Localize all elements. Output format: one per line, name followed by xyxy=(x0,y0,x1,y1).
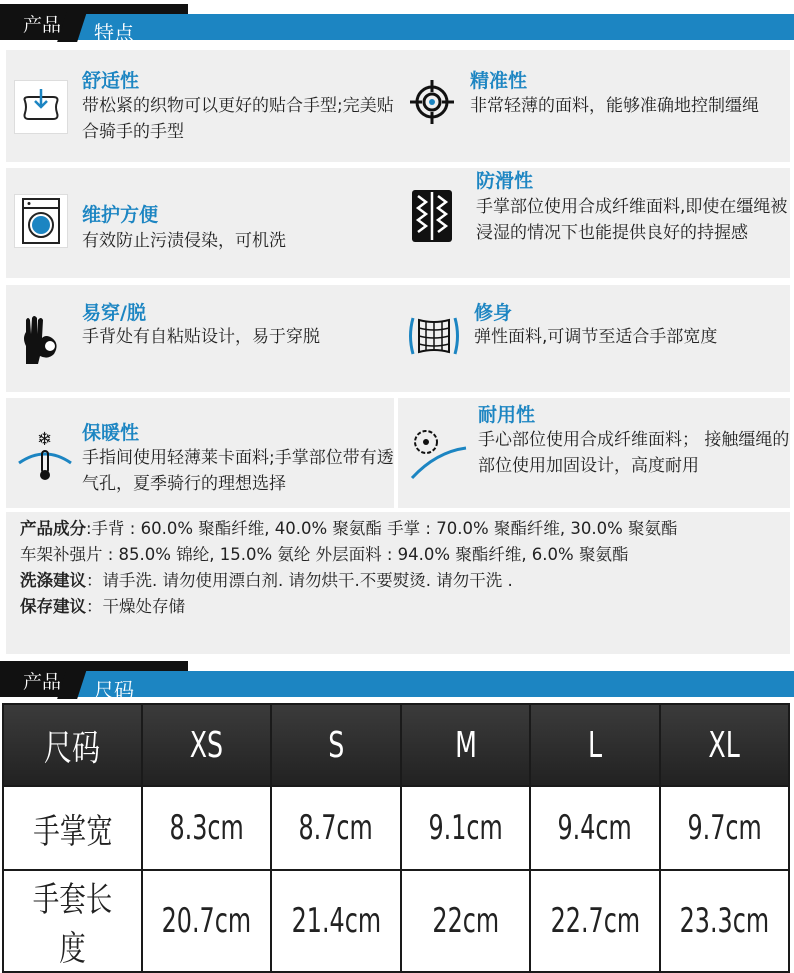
feature-title: 修身 xyxy=(474,302,513,324)
header-cell: S xyxy=(271,704,400,786)
header-label-features: 特点 xyxy=(94,21,134,45)
storage-text: ：干燥处存储 xyxy=(86,597,185,616)
stretch-fabric-icon xyxy=(404,310,464,362)
header-cell: 尺码 xyxy=(3,704,142,786)
header-cell: XL xyxy=(660,704,789,786)
table-cell: 9.7cm xyxy=(660,786,789,870)
feature-text: 手背处有自粘贴设计，易于穿脱 xyxy=(82,327,320,347)
feature-title: 保暖性 xyxy=(82,422,140,444)
size-table-header-row xyxy=(3,704,789,786)
feature-title: 防滑性 xyxy=(476,170,534,192)
composition-text-1: :手背 : 60.0% 聚酯纤维, 40.0% 聚氨酯 手掌 : 70.0% 聚酯纤维, 30.0% 聚氨酯 xyxy=(86,519,678,538)
header-dark-strip xyxy=(70,661,188,671)
composition-block xyxy=(20,516,790,620)
table-cell: 22.7cm xyxy=(530,870,659,972)
table-cell: 8.3cm xyxy=(142,786,271,870)
composition-line2: 车架补强片 : 85.0% 锦纶, 15.0% 氨纶 外层面料 : 94.0% 聚酯纤维, 6.0% 聚氨酯 xyxy=(20,545,629,564)
table-row-glove-length xyxy=(3,870,789,972)
feature-title: 易穿/脱 xyxy=(82,302,146,324)
table-cell: 20.7cm xyxy=(142,870,271,972)
svg-text:❄: ❄ xyxy=(37,429,53,450)
header-cell: XS xyxy=(142,704,271,786)
feature-text: 弹性面料,可调节至适合手部宽度 xyxy=(474,327,718,347)
row-label-cell: 手套长度 xyxy=(3,870,142,972)
size-table xyxy=(2,703,790,973)
tire-tread-icon xyxy=(406,190,458,242)
feature-text: 非常轻薄的面料，能够准确地控制缰绳 xyxy=(470,96,759,116)
table-cell: 9.1cm xyxy=(401,786,530,870)
composition-label: 产品成分 xyxy=(20,519,86,538)
feature-text: 手心部位使用合成纤维面料； 接触缰绳的部位使用加固设计，高度耐用 xyxy=(478,430,790,476)
table-cell: 23.3cm xyxy=(660,870,789,972)
snow-thermometer-icon xyxy=(14,422,76,484)
wash-label: 洗涤建议 xyxy=(20,571,86,590)
gear-durability-icon xyxy=(406,422,468,484)
row-label-cell: 手掌宽 xyxy=(3,786,142,870)
feature-text: 有效防止污渍侵染，可机洗 xyxy=(82,231,286,251)
pillow-icon xyxy=(14,80,68,134)
feature-title: 耐用性 xyxy=(478,404,536,426)
size-section-header xyxy=(0,661,794,702)
table-cell: 21.4cm xyxy=(271,870,400,972)
header-cell: M xyxy=(401,704,530,786)
table-cell: 9.4cm xyxy=(530,786,659,870)
feature-title: 舒适性 xyxy=(82,70,140,92)
ok-hand-icon xyxy=(14,314,66,366)
features-section-header xyxy=(0,4,794,45)
washing-machine-icon xyxy=(14,194,68,248)
storage-label: 保存建议 xyxy=(20,597,86,616)
table-row-palm-width xyxy=(3,786,789,870)
composition-line1 xyxy=(20,516,790,542)
crosshair-icon xyxy=(406,76,458,128)
header-dark-strip xyxy=(70,4,188,14)
feature-title: 维护方便 xyxy=(82,204,159,226)
header-label-product: 产品 xyxy=(23,14,62,36)
header-label-size: 尺码 xyxy=(94,678,134,702)
header-cell: L xyxy=(530,704,659,786)
header-label-product: 产品 xyxy=(23,671,62,693)
feature-text: 带松紧的织物可以更好的贴合手型;完美贴合骑手的手型 xyxy=(82,96,394,142)
feature-text: 手指间使用轻薄莱卡面料;手掌部位带有透气孔，夏季骑行的理想选择 xyxy=(82,448,394,494)
feature-text: 手掌部位使用合成纤维面料,即使在缰绳被浸湿的情况下也能提供良好的持握感 xyxy=(476,197,788,243)
wash-text: ：请手洗. 请勿使用漂白剂. 请勿烘干.不要熨烫. 请勿干洗 . xyxy=(86,571,513,590)
wash-advice xyxy=(20,568,790,594)
table-cell: 22cm xyxy=(401,870,530,972)
table-cell: 8.7cm xyxy=(271,786,400,870)
storage-advice xyxy=(20,594,790,620)
feature-title: 精准性 xyxy=(470,70,528,92)
